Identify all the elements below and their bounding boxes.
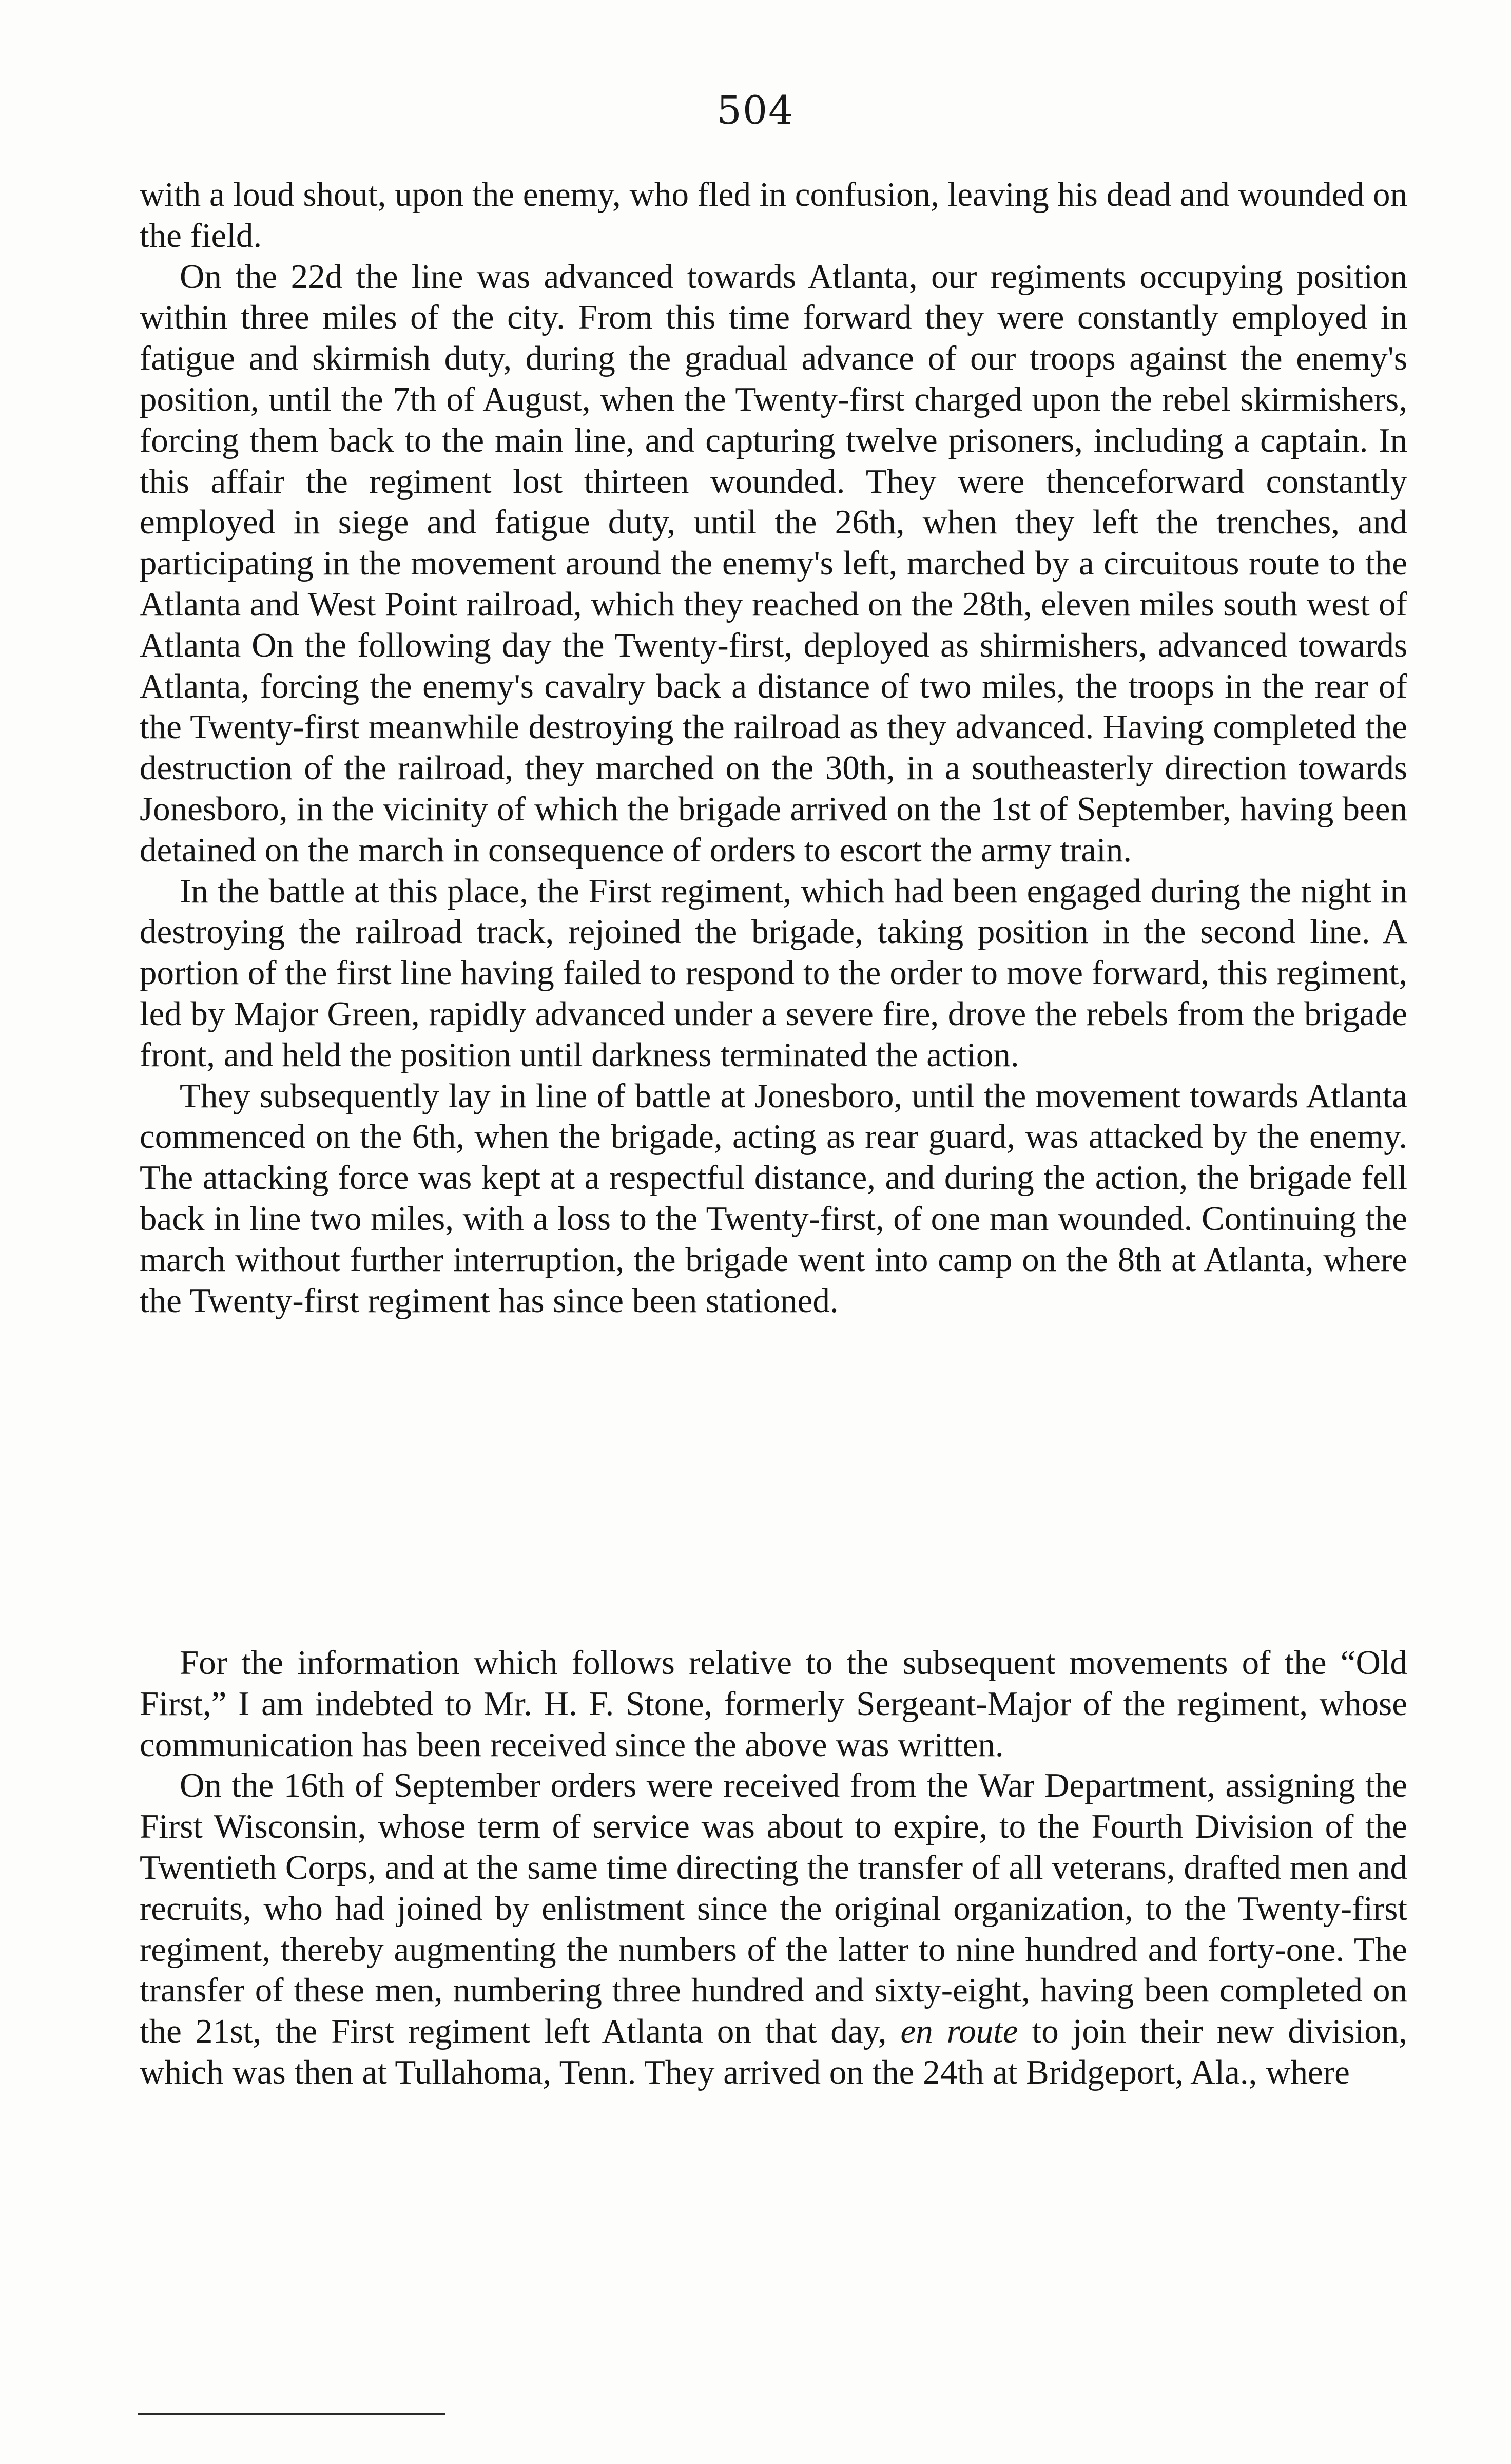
transfer-text-part-2: to join their new division, which was then at Tullahoma, Tenn. They arrived on the 24th at Bridgeport, Ala., where	[140, 2012, 1408, 2091]
paragraph-transfer-orders	[140, 1765, 1407, 2093]
transfer-text-part-1: On the 16th of September orders were received from the War Department, assigning the First Wisconsin, whose term of service was about to expire, to the Fourth Division of the Twentieth Corps, and at the same time directing the transfer of all veterans, drafted men and recruits, who had joined by enlistment since the original organization, to the Twenty-first regiment, thereby augmenting the numbers of the latter to nine hundred and forty-one. The transfer of these men, numbering three hundred and sixty-eight, having been completed on the 21st, the First regiment left Atlanta on that day,	[140, 1766, 1407, 2051]
page-number: 504	[716, 87, 795, 133]
paragraph-rear-guard: They subsequently lay in line of battle at Jonesboro, until the movement towards Atlanta commenced on the 6th, when the brigade, acting as rear guard, was attacked by the enemy. The attacking force was kept at a respectful distance, and during the action, the brigade fell back in line two miles, with a loss to the Twenty-first, of one man wounded. Continuing the march without further interruption, the brigade went into camp on the 8th at Atlanta, where the Twenty-first regiment has since been stationed.	[140, 1076, 1407, 1320]
paragraph-continuation: with a loud shout, upon the enemy, who fled in confusion, leaving his dead and wounded on the field.	[140, 176, 1407, 255]
paragraph-atlanta-advance: On the 22d the line was advanced towards Atlanta, our regiments occupying position within three miles of the city. From this time forward they were constantly employed in fatigue and skirmish duty, during the gradual advance of our troops against the enemy's position, until the 7th of August, when the Twenty-first charged upon the rebel skirmishers, forcing them back to the main line, and capturing twelve prisoners, including a captain. In this affair the regiment lost thirteen wounded. They were thenceforward constantly employed in siege and fatigue duty, until the 26th, when they left the trenches, and participating in the movement around the enemy's left, marched by a circuitous route to the Atlanta and West Point railroad, which they reached on the 28th, eleven miles south west of Atlanta On the following day the Twenty-first, deployed as shirmishers, advanced towards Atlanta, forcing the enemy's cavalry back a distance of two miles, the troops in the rear of the Twenty-first meanwhile destroying the railroad as they advanced. Having completed the destruction of the railroad, they marched on the 30th, in a southeasterly direction towards Jonesboro, in the vicinity of which the brigade arrived on the 1st of September, having been detained on the march in consequence of orders to escort the army train.	[140, 257, 1407, 869]
en-route-italic: en route	[900, 2012, 1018, 2051]
paragraph-information-source: For the information which follows relative to the subsequent movements of the “Old First,” I am indebted to Mr. H. F. Stone, formerly Sergeant-Major of the regiment, whose communication has been received since the above was written.	[140, 1644, 1407, 1764]
text-block-bottom	[140, 1643, 1407, 2093]
paragraph-battle-jonesboro: In the battle at this place, the First regiment, which had been engaged during the night in destroying the railroad track, rejoined the brigade, taking position in the second line. A portion of the first line having failed to respond to the order to move forward, this regiment, led by Major Green, rapidly advanced under a severe fire, drove the rebels from the brigade front, and held the position until darkness terminated the action.	[140, 872, 1407, 1074]
text-block-top	[140, 175, 1407, 1321]
footer-rule	[138, 2413, 445, 2415]
